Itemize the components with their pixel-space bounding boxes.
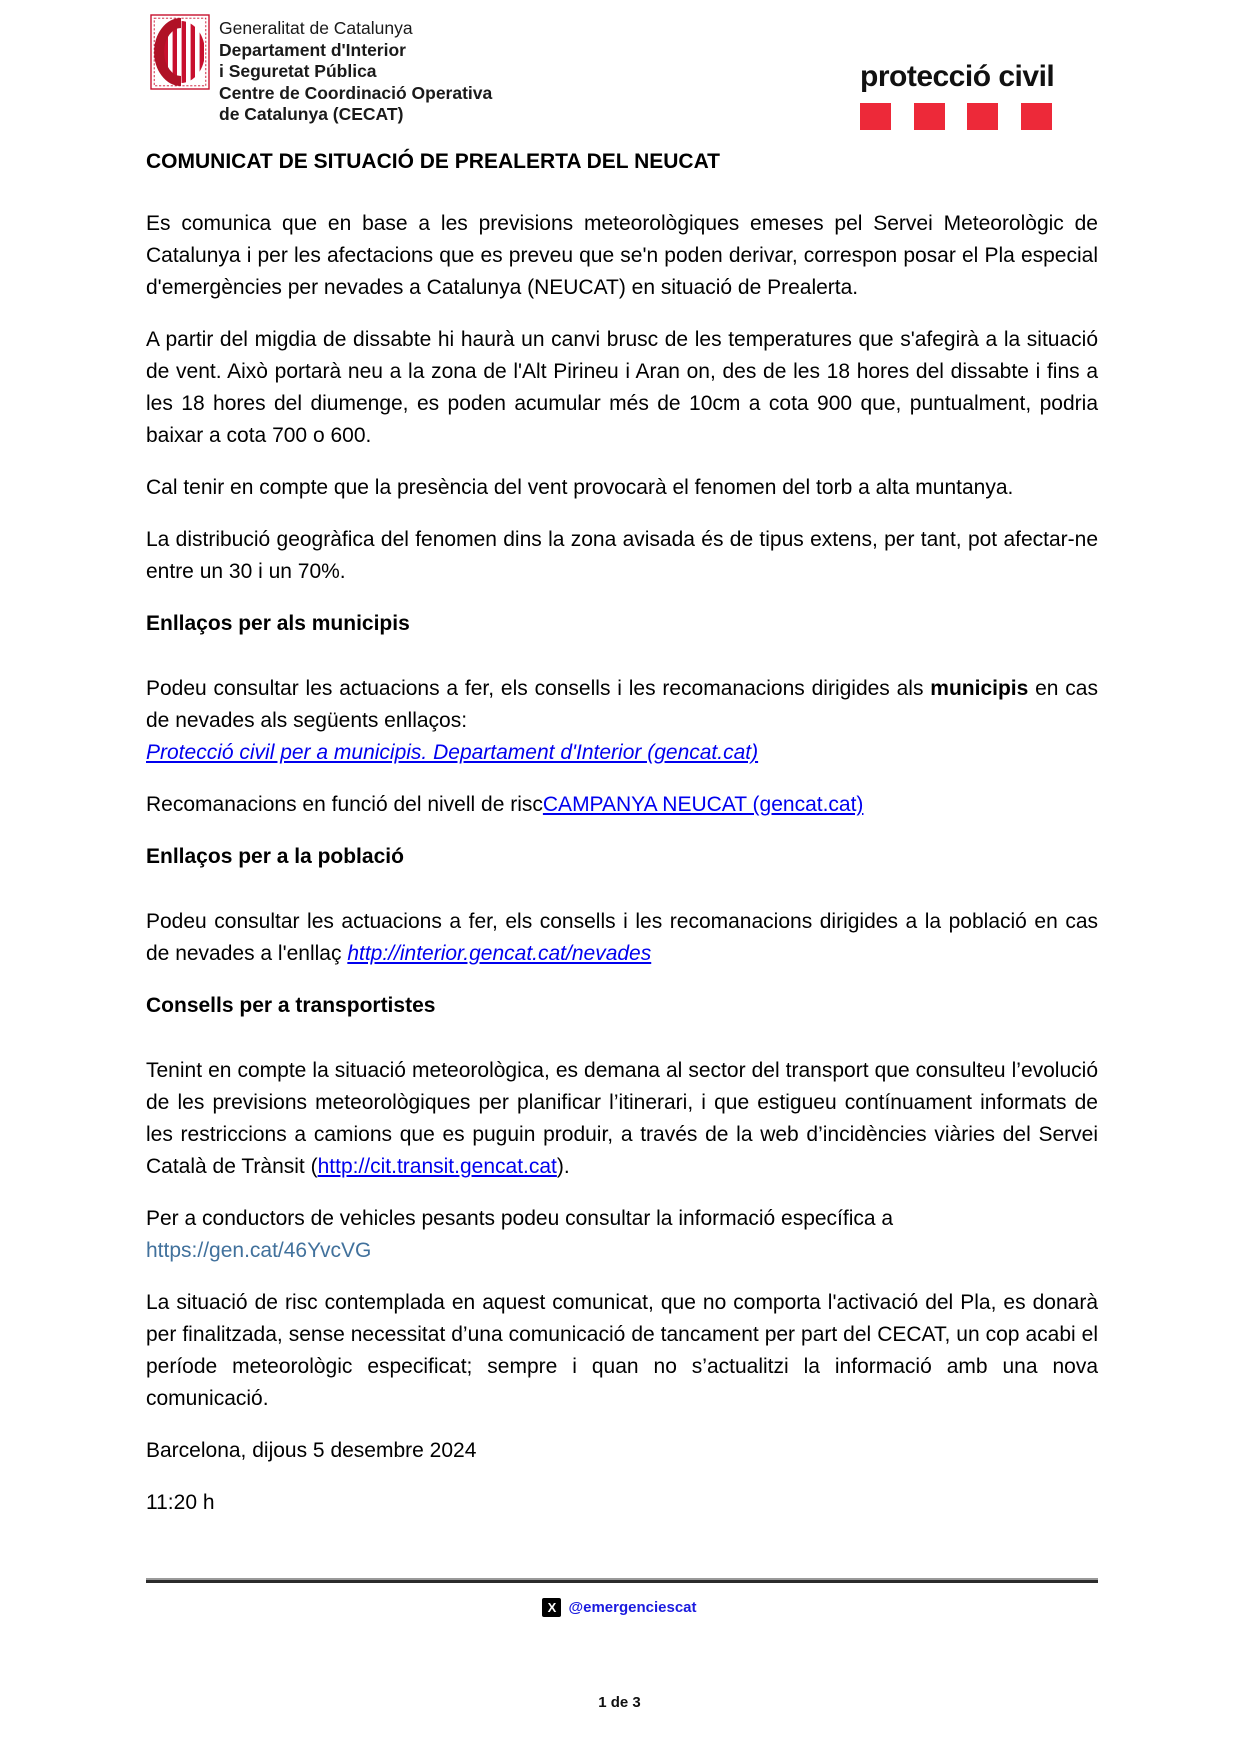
paragraph-forecast: A partir del migdia de dissabte hi haurà un canvi brusc de les temperatures que s'afegirà a la situació de vent. Això portarà neu a la zona de l'Alt Pirineu i Aran on, des de les 18 hores del dissabte i fins a les 18 hores del diumenge, es poden acumular més de 10cm a cota 900 que, puntualment, podria baixar a cota 700 o 600. — [146, 328, 1098, 447]
transit-text-post: ). — [556, 1155, 570, 1178]
paragraph-torb: Cal tenir en compte que la presència del vent provocarà el fenomen del torb a alta muntanya. — [146, 476, 1014, 499]
footer-divider — [146, 1578, 1098, 1583]
paragraph-transit — [146, 1055, 1098, 1183]
footer-social-row — [0, 1598, 1239, 1617]
risc-text: Recomanacions en funció del nivell de risc — [146, 793, 543, 816]
paragraph-risc — [146, 789, 1098, 821]
link-proteccio-civil-municipis[interactable]: Protecció civil per a municipis. Departament d'Interior (gencat.cat) — [146, 741, 759, 764]
org-centre-line2: de Catalunya (CECAT) — [219, 104, 404, 124]
paragraph-distribution: La distribució geogràfica del fenomen dins la zona avisada és de tipus extens, per tant, pot afectar-ne entre un 30 i un 70%. — [146, 528, 1098, 583]
paragraph-time: 11:20 h — [146, 1491, 215, 1514]
link-interior-nevades[interactable]: http://interior.gencat.cat/nevades — [347, 942, 652, 965]
page-number: 1 de 3 — [598, 1694, 641, 1711]
paragraph-place-date: Barcelona, dijous 5 desembre 2024 — [146, 1439, 477, 1462]
link-cit-transit[interactable]: http://cit.transit.gencat.cat — [317, 1155, 557, 1178]
link-campanya-neucat[interactable]: CAMPANYA NEUCAT (gencat.cat) — [542, 793, 864, 816]
generalitat-header-block — [150, 14, 492, 126]
document-body — [146, 146, 1098, 1539]
municipis-text-pre: Podeu consultar les actuacions a fer, els consells i les recomanacions dirigides als — [146, 677, 931, 700]
proteccio-civil-wordmark: protecció civil — [860, 60, 1055, 93]
document-title: COMUNICAT DE SITUACIÓ DE PREALERTA DEL NEUCAT — [146, 150, 721, 173]
generalitat-text-block — [219, 14, 492, 126]
heading-enllacos-municipis: Enllaços per als municipis — [146, 612, 410, 635]
poblacio-text: Podeu consultar les actuacions a fer, els consells i les recomanacions dirigides a la població en cas de nevades a l'enllaç — [146, 910, 1098, 965]
twitter-handle-link[interactable]: @emergenciescat — [568, 1599, 697, 1616]
x-twitter-icon: X — [542, 1598, 561, 1617]
paragraph-poblacio — [146, 906, 1098, 970]
heading-enllacos-poblacio: Enllaços per a la població — [146, 845, 404, 868]
municipis-text-bold: municipis — [930, 677, 1029, 700]
org-centre-line: Centre de Coordinació Operativa — [219, 82, 493, 103]
paragraph-municipis — [146, 673, 1098, 769]
proteccio-civil-squares-icon — [860, 103, 1052, 130]
paragraph-intro: Es comunica que en base a les previsions meteorològiques emeses pel Servei Meteorològic de Catalunya i per les afectacions que es preveu que se'n poden derivar, correspon posar el Pla especial d'emergències per nevades a Catalunya (NEUCAT) en situació de Prealerta. — [146, 212, 1098, 299]
heading-consells-transportistes: Consells per a transportistes — [146, 994, 436, 1017]
link-gen-cat-short[interactable]: https://gen.cat/46YvcVG — [146, 1239, 372, 1262]
municipis-text-post: en cas de nevades als següents enllaços: — [146, 677, 1098, 732]
red-square-icon — [1021, 103, 1052, 130]
red-square-icon — [967, 103, 998, 130]
org-name: Generalitat de Catalunya — [219, 18, 413, 38]
pesants-text: Per a conductors de vehicles pesants podeu consultar la informació específica a — [146, 1207, 894, 1230]
proteccio-civil-logo — [860, 60, 1092, 130]
org-department-line: Departament d'Interior — [219, 39, 406, 60]
paragraph-vehicles-pesants — [146, 1203, 1098, 1267]
generalitat-senyera-icon — [150, 14, 210, 90]
red-square-icon — [860, 103, 891, 130]
paragraph-tancament: La situació de risc contemplada en aquest comunicat, que no comporta l'activació del Pla, es donarà per finalitzada, sense necessitat d’una comunicació de tancament per part del CECAT, un cop acabi el període meteorològic especificat; sempre i quan no s’actualitzi la informació amb una nova comunicació. — [146, 1291, 1098, 1410]
org-department-line2: i Seguretat Pública — [219, 61, 377, 81]
transit-text-pre: Tenint en compte la situació meteorològica, es demana al sector del transport que consulteu l’evolució de les previsions meteorològiques per planificar l’itinerari, i que estigueu contínuament informats de les restriccions a camions que es puguin produir, a través de la web d’incidències viàries del Servei Català de Trànsit ( — [146, 1059, 1098, 1178]
red-square-icon — [914, 103, 945, 130]
